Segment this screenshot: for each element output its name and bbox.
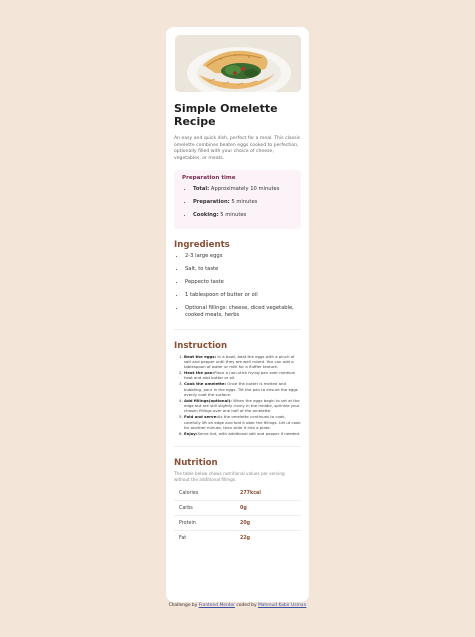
list-item: • 2-3 large eggs	[185, 253, 301, 260]
prep-item-value: Approximately 10 minutes	[209, 186, 280, 193]
instruction-step	[184, 414, 301, 430]
step-label: Enjoy:	[184, 430, 198, 436]
step-label: Cook the omelette:	[184, 381, 227, 387]
instruction-list	[174, 354, 301, 436]
recipe-card	[166, 27, 309, 602]
nutrient-value: 20g	[227, 516, 301, 531]
instruction-step	[184, 381, 301, 397]
instruction-step	[184, 431, 301, 436]
prep-item-cooking	[193, 212, 293, 218]
instruction-step	[184, 370, 301, 381]
prep-item-label: Total:	[193, 186, 210, 193]
author-link[interactable]: Mahmud Kabir Usman	[257, 603, 307, 608]
step-text: Once the butter is melted and bubbling, pour in the eggs. Tilt the pan to ensure the eggs evenly coat the surface.	[184, 381, 298, 397]
ingredients-heading: Ingredients	[174, 240, 230, 251]
step-text: Place a non-stick frying pan over medium heat and add butter or oil.	[184, 370, 296, 381]
table-row	[174, 531, 301, 546]
nutrition-description: The table below shows nutritional values per serving without the additional fillings.	[174, 471, 285, 482]
step-label: Beat the eggs:	[184, 353, 217, 359]
nutrition-heading: Nutrition	[174, 458, 218, 469]
prep-item-value: 5 minutes	[218, 212, 247, 219]
instruction-heading: Instruction	[174, 340, 228, 351]
attribution	[0, 603, 475, 608]
page-title: Simple Omelette Recipe	[174, 102, 278, 128]
attribution-middle: coded by	[234, 603, 258, 608]
step-label: Add fillings(optional):	[184, 397, 232, 403]
step-text: When the eggs begin to set at the edge but are still slightly runny in the middle, sprinkle your chosen fillings over one half of the omelette.	[184, 397, 300, 414]
omelette-photo-icon	[175, 35, 301, 92]
divider	[174, 446, 301, 447]
table-row	[174, 486, 301, 501]
attribution-prefix: Challenge by	[168, 603, 199, 608]
prep-item-label: Cooking:	[193, 212, 219, 219]
preparation-heading: Preparation time	[182, 175, 236, 182]
prep-item-total	[193, 186, 293, 192]
prep-item-label: Preparation:	[193, 199, 230, 206]
step-label: Heat the pan:	[184, 370, 215, 376]
nutrient-value: 0g	[227, 501, 301, 516]
omelette-image	[175, 35, 301, 92]
step-text: Serve hot, with additional salt and pepper if needed.	[197, 430, 301, 436]
recipe-intro: An easy and quick dish, perfect for a meal. This classic omelette combines beaten eggs cooked to perfection, optionally filled with your choice of cheese, vegetables, or meats.	[174, 136, 301, 161]
nutrition-table	[174, 486, 301, 545]
ingredients-list	[174, 253, 301, 319]
prep-item-value: 5 minutes	[229, 199, 258, 206]
prep-item-preparation	[193, 199, 293, 205]
step-text: As the omelette continues to cook, carefully lift on edge and fold it ober the fillings. Let ut cook for another minute, then slide it into a plate.	[184, 414, 301, 430]
table-row	[174, 516, 301, 531]
list-item: • 1 tablespoon of butter or oil	[185, 292, 301, 299]
table-row	[174, 501, 301, 516]
list-item: • Optional fillings: cheese, diced vegetable, cooked meats, herbs	[185, 305, 301, 318]
step-label: Fold and serve:	[184, 414, 218, 420]
nutrient-name: Fat	[179, 535, 187, 541]
nutrient-name: Protein	[174, 516, 227, 531]
instruction-step	[184, 354, 301, 370]
preparation-list	[182, 186, 293, 218]
instruction-step	[184, 398, 301, 414]
nutrient-name: Calories	[174, 486, 227, 501]
nutrient-name: Carbs	[174, 501, 227, 516]
nutrient-value: 22g	[240, 535, 251, 541]
list-item: • Peppecto taste	[185, 279, 301, 286]
frontend-mentor-link[interactable]: Frontend Mentor	[198, 603, 235, 608]
step-text: In a bowl, beat the eggs with a pinch of salt and pepper until they are well mixed. You can add a tablespoon of water or milk for a fluffier texture.	[184, 353, 295, 370]
nutrient-value: 277kcal	[227, 486, 301, 501]
preparation-box	[174, 170, 301, 229]
divider	[174, 329, 301, 330]
list-item: • Salt, to taste	[185, 266, 301, 273]
